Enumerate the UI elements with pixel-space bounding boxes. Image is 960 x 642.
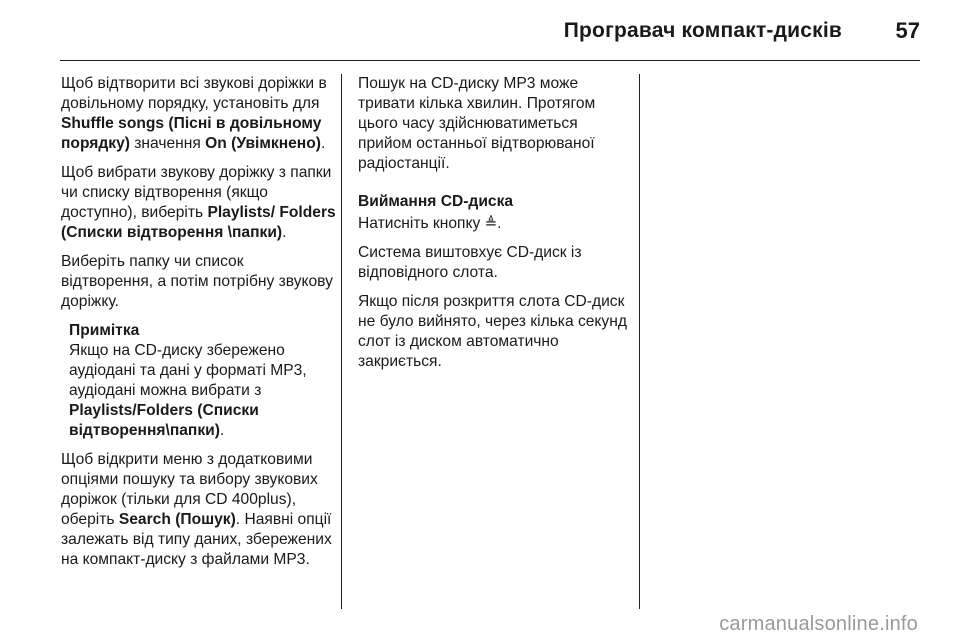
header-rule xyxy=(60,60,920,61)
watermark: carmanualsonline.info xyxy=(719,613,918,635)
page-title: Програвач компакт-дисків xyxy=(563,19,842,42)
text: значення xyxy=(129,135,206,152)
page-number: 57 xyxy=(895,18,920,43)
paragraph-search xyxy=(61,450,336,570)
text: Якщо на CD-диску збережено аудіодані та дані у форматі MP3, аудіодані можна вибрати з xyxy=(69,342,307,399)
paragraph-select-folder: Виберіть папку чи список відтворення, а потім потрібну звукову доріжку. xyxy=(61,253,333,310)
text: . xyxy=(320,135,326,152)
text: . xyxy=(219,422,225,439)
text: Щоб відкрити меню з додатковими опціями пошуку та вибору звукових доріжок (тільки для CD 400plus), оберіть xyxy=(61,451,318,528)
paragraph-press-button xyxy=(358,214,628,234)
page-header xyxy=(0,0,960,62)
right-column xyxy=(358,74,628,381)
section-title-eject: Виймання CD-диска xyxy=(358,193,514,210)
eject-icon: ≜ xyxy=(484,215,498,232)
paragraph-search-time: Пошук на CD-диску MP3 може тривати кілька хвилин. Протягом цього часу здійснюватиметься прийом останньої відтворюваної радіостанції. xyxy=(358,75,596,172)
menu-term-playlists-folders: Playlists/Folders (Списки відтворення\папки) xyxy=(69,402,259,439)
note-block xyxy=(61,321,336,441)
paragraph-auto-close: Якщо після розкриття слота CD-диск не було вийнято, через кілька секунд слот із диском автоматично закриється. xyxy=(358,293,627,370)
column-divider-left xyxy=(341,74,342,609)
note-title: Примітка xyxy=(69,322,140,339)
menu-term-playlists: Playlists/ Folders (Списки відтворення \папки) xyxy=(61,204,336,241)
paragraph-shuffle xyxy=(61,74,336,154)
menu-term-search: Search (Пошук) xyxy=(118,511,236,528)
text: Натисніть кнопку xyxy=(358,215,485,232)
menu-term-shuffle: Shuffle songs (Пісні в довільному порядку) xyxy=(61,115,322,152)
paragraph-eject-system: Система виштовхує CD-диск із відповідного слота. xyxy=(358,244,582,281)
note-text xyxy=(69,341,336,441)
text: . xyxy=(282,224,287,241)
menu-term-on: On (Увімкнено) xyxy=(205,135,321,152)
text: Щоб вибрати звукову доріжку з папки чи списку відтворення (якщо доступно), виберіть xyxy=(61,164,332,221)
text: Щоб відтворити всі звукові доріжки в довільному порядку, установіть для xyxy=(61,75,327,112)
text: . xyxy=(497,215,502,232)
paragraph-playlists xyxy=(61,163,336,243)
text: . Наявні опції залежать від типу даних, збережених на компакт-диску з файлами MP3. xyxy=(61,511,332,568)
left-column xyxy=(61,74,336,579)
column-divider-right xyxy=(639,74,640,609)
